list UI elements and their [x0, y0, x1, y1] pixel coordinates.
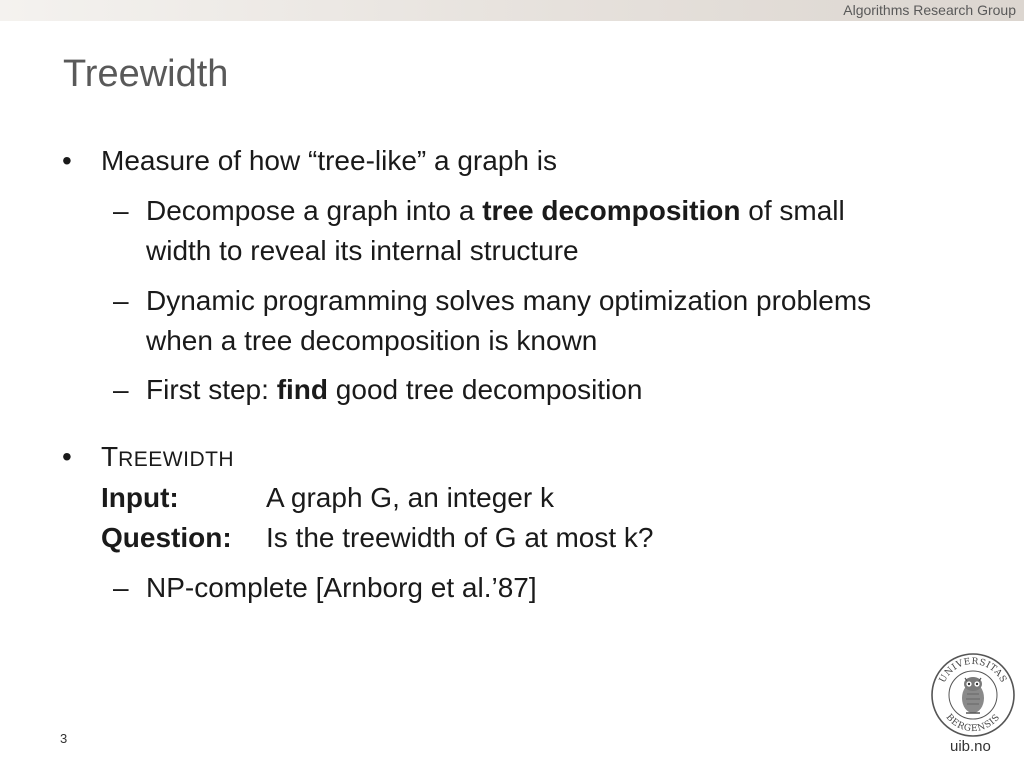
sub-1-line-1: [146, 191, 845, 231]
sub-3-pre: First step:: [146, 374, 277, 405]
dash-glyph: –: [113, 285, 129, 316]
footer-url: uib.no: [950, 738, 991, 755]
sub-2-line-1: Dynamic programming solves many optimization problems: [146, 285, 872, 316]
sub-4-line: NP-complete [Arnborg et al.’87]: [146, 572, 537, 603]
sub-1-post: of small: [740, 195, 845, 226]
sub-1-bold: tree decomposition: [482, 195, 741, 226]
input-label: Input:: [101, 482, 179, 513]
bullet-1-text: Measure of how “tree-like” a graph is: [101, 145, 557, 176]
input-value: A graph G, an integer k: [266, 482, 554, 513]
dash-glyph: –: [113, 195, 129, 226]
seal-bottom-text: BERGENSIS: [943, 712, 1003, 735]
dash-glyph: –: [113, 374, 129, 405]
owl-seal-icon: [930, 652, 1016, 738]
problem-name: [101, 437, 234, 480]
dash-glyph: –: [113, 572, 129, 603]
sub-3-line: [146, 370, 642, 410]
bullet-glyph: •: [62, 145, 72, 176]
question-value: Is the treewidth of G at most k?: [266, 522, 654, 553]
page-number: 3: [60, 731, 68, 746]
seal-top-text: UNIVERSITAS: [937, 656, 1009, 685]
sub-1-pre: Decompose a graph into a: [146, 195, 483, 226]
problem-name-initial: T: [101, 441, 119, 472]
header-group-name: Algorithms Research Group: [843, 2, 1016, 18]
sub-2-line-2: when a tree decomposition is known: [146, 325, 598, 356]
question-label: Question:: [101, 522, 232, 553]
sub-3-post: good tree decomposition: [328, 374, 643, 405]
problem-name-rest: REEWIDTH: [118, 448, 235, 471]
sub-3-bold: find: [276, 374, 329, 405]
bullet-glyph: •: [62, 441, 72, 472]
slide-title: Treewidth: [63, 53, 229, 95]
sub-1-line-2: width to reveal its internal structure: [146, 235, 579, 266]
